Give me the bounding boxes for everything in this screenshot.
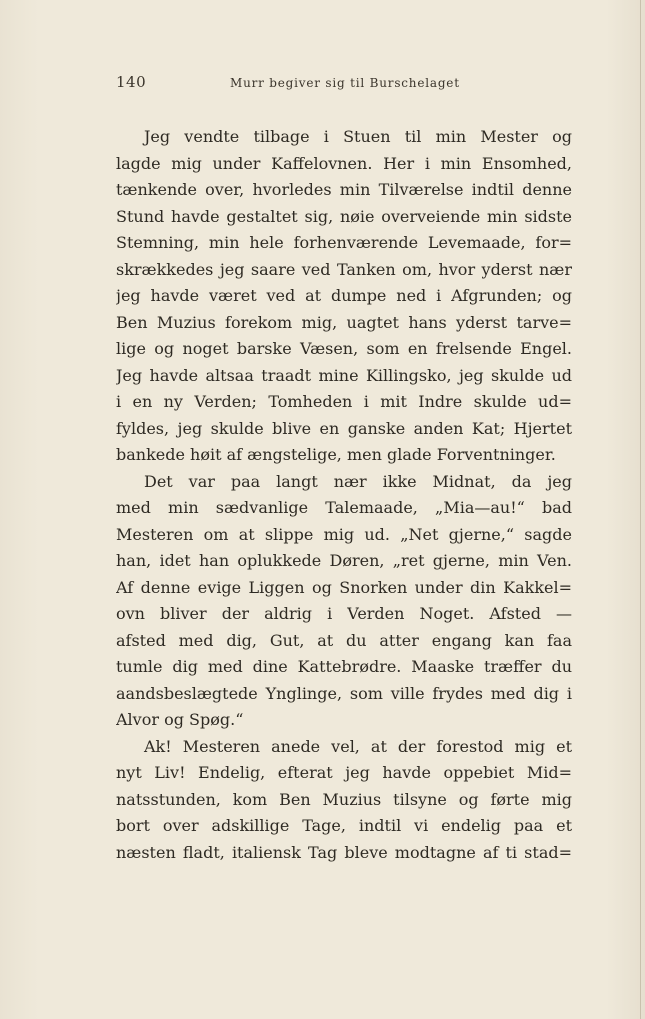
text-line: lagde mig under Kaffelovnen. Her i min Ensomhed, xyxy=(116,153,572,173)
text-line: Ak! Mesteren anede vel, at der forestod mig et xyxy=(144,736,572,756)
text-line: ovn bliver der aldrig i Verden Noget. Afsted — xyxy=(116,604,572,623)
text-line: tænkende over, hvorledes min Tilværelse indtil denne xyxy=(116,180,572,199)
page-number: 140 xyxy=(116,73,147,91)
text-line: næsten fladt, italiensk Tag bleve modtagne af ti stad= xyxy=(116,842,572,862)
text-line: aandsbeslægtede Ynglinge, som ville frydes med dig i xyxy=(116,683,572,703)
text-line: Ben Muzius forekom mig, uagtet hans yderst tarve= xyxy=(116,312,572,332)
body-text xyxy=(116,124,572,866)
text-line: med min sædvanlige Talemaade, „Mia—au!“ bad xyxy=(116,498,572,517)
text-line: han, idet han oplukkede Døren, „ret gjerne, min Ven. xyxy=(116,551,572,570)
text-line: afsted med dig, Gut, at du atter engang kan faa xyxy=(116,630,572,650)
text-line: jeg havde været ved at dumpe ned i Afgrunden; og xyxy=(116,286,572,305)
text-line: fyldes, jeg skulde blive en ganske anden Kat; Hjertet xyxy=(116,418,572,438)
text-line: Af denne evige Liggen og Snorken under din Kakkel= xyxy=(116,577,572,597)
text-line: lige og noget barske Væsen, som en frelsende Engel. xyxy=(116,339,572,358)
text-line: nyt Liv! Endelig, efterat jeg havde oppebiet Mid= xyxy=(116,763,572,782)
text-line: Jeg havde altsaa traadt mine Killingsko, jeg skulde ud xyxy=(116,365,572,385)
text-line: bort over adskillige Tage, indtil vi endelig paa et xyxy=(116,816,572,835)
running-head xyxy=(116,73,576,95)
text-line: Stemning, min hele forhenværende Levemaade, for= xyxy=(116,233,572,252)
text-line: Mesteren om at slippe mig ud. „Net gjerne,“ sagde xyxy=(116,524,572,544)
text-line: skrækkedes jeg saare ved Tanken om, hvor yderst nær xyxy=(116,259,572,279)
text-line: Jeg vendte tilbage i Stuen til min Mester og xyxy=(144,127,572,146)
text-line: Stund havde gestaltet sig, nøie overveiende min sidste xyxy=(116,206,572,226)
page-edge xyxy=(640,0,641,1019)
text-line: natsstunden, kom Ben Muzius tilsyne og førte mig xyxy=(116,789,572,809)
text-line: Det var paa langt nær ikke Midnat, da jeg xyxy=(144,471,572,491)
text-line: bankede høit af ængstelige, men glade Forventninger. xyxy=(116,445,556,464)
running-head-title: Murr begiver sig til Burschelaget xyxy=(230,76,460,90)
text-line: Alvor og Spøg.“ xyxy=(116,710,244,729)
text-line: i en ny Verden; Tomheden i mit Indre skulde ud= xyxy=(116,392,572,411)
text-line: tumle dig med dine Kattebrødre. Maaske træffer du xyxy=(116,657,572,676)
